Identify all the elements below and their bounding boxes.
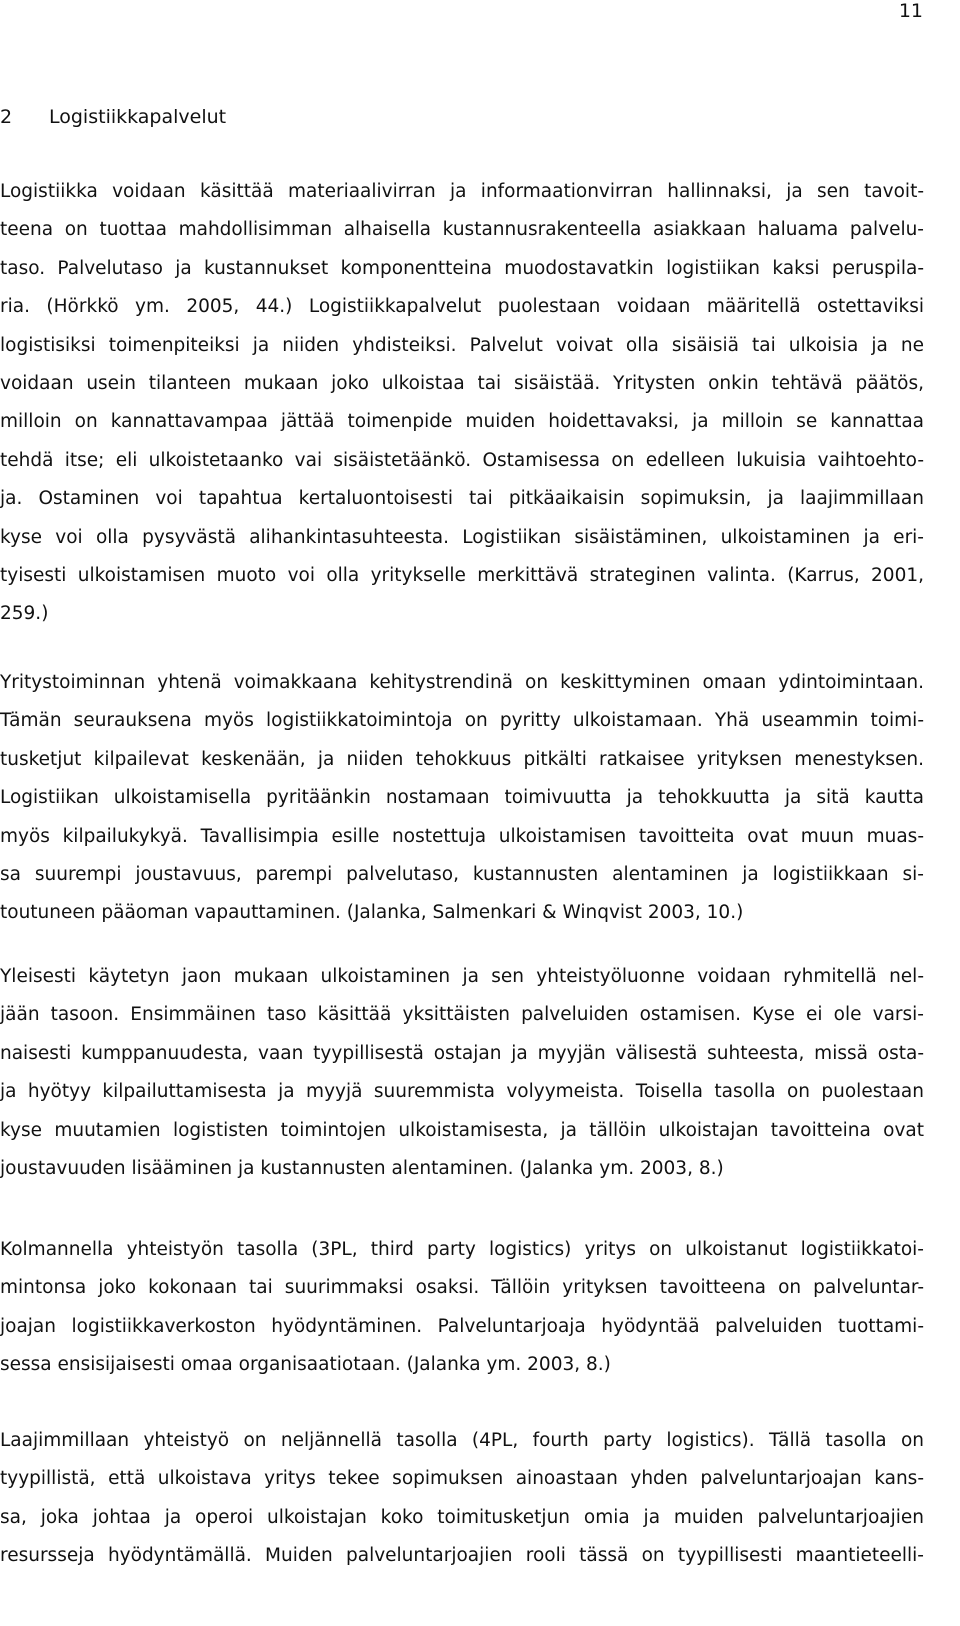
- text-line: sa suurempi joustavuus, parempi palvelutaso, kustannusten alentaminen ja logistiikkaan si-: [0, 864, 924, 885]
- text-line: myös kilpailukykyä. Tavallisimpia esille nostettuja ulkoistamisen tavoitteita ovat muun muas-: [0, 826, 924, 847]
- text-line: logistisiksi toimenpiteiksi ja niiden yhdisteiksi. Palvelut voivat olla sisäisiä tai ulkoisia ja ne: [0, 335, 924, 356]
- page-number: 11: [898, 0, 923, 22]
- text-line: Tämän seurauksena myös logistiikkatoimintoja on pyritty ulkoistamaan. Yhä useammin toimi-: [0, 710, 924, 731]
- text-line: sessa ensisijaisesti omaa organisaatiotaan. (Jalanka ym. 2003, 8.): [0, 1354, 611, 1375]
- text-line: ja. Ostaminen voi tapahtua kertaluontoisesti tai pitkäaikaisin sopimuksin, ja laajimmillaan: [0, 488, 924, 509]
- text-line: ria. (Hörkkö ym. 2005, 44.) Logistiikkapalvelut puolestaan voidaan määritellä ostettaviksi: [0, 296, 924, 317]
- text-line: taso. Palvelutaso ja kustannukset komponentteina muodostavatkin logistiikan kaksi peruspila-: [0, 258, 924, 279]
- text-line: tehdä itse; eli ulkoistetaanko vai sisäistetäänkö. Ostamisessa on edelleen lukuisia vaihtoehto-: [0, 450, 924, 471]
- text-line: milloin on kannattavampaa jättää toimenpide muiden hoidettavaksi, ja milloin se kannattaa: [0, 411, 924, 432]
- text-line: sa, joka johtaa ja operoi ulkoistajan koko toimitusketjun omia ja muiden palveluntarjoajien: [0, 1507, 924, 1528]
- text-line: mintonsa joko kokonaan tai suurimmaksi osaksi. Tällöin yrityksen tavoitteena on palveluntar-: [0, 1277, 924, 1298]
- text-line: 259.): [0, 603, 49, 624]
- text-line: teena on tuottaa mahdollisimman alhaisella kustannusrakenteella asiakkaan haluama palvelu-: [0, 219, 924, 240]
- text-line: joustavuuden lisääminen ja kustannusten alentaminen. (Jalanka ym. 2003, 8.): [0, 1158, 724, 1179]
- section-heading: [0, 104, 226, 130]
- text-line: kyse muutamien logististen toimintojen ulkoistamisesta, ja tällöin ulkoistajan tavoitteina ovat: [0, 1120, 924, 1141]
- text-line: jään tasoon. Ensimmäinen taso käsittää yksittäisten palveluiden ostamisen. Kyse ei ole varsi-: [0, 1004, 924, 1025]
- text-line: tyisesti ulkoistamisen muoto voi olla yritykselle merkittävä strateginen valinta. (Karrus, 2001,: [0, 565, 924, 586]
- section-number: 2: [0, 106, 13, 128]
- text-line: Logistiikka voidaan käsittää materiaalivirran ja informaationvirran hallinnaksi, ja sen tavoit-: [0, 181, 924, 202]
- text-line: voidaan usein tilanteen mukaan joko ulkoistaa tai sisäistää. Yritysten onkin tehtävä päätös,: [0, 373, 924, 394]
- text-line: kyse voi olla pysyvästä alihankintasuhteesta. Logistiikan sisäistäminen, ulkoistaminen ja eri-: [0, 527, 924, 548]
- text-line: Yritystoiminnan yhtenä voimakkaana kehitystrendinä on keskittyminen omaan ydintoimintaan.: [0, 672, 924, 693]
- text-line: resursseja hyödyntämällä. Muiden palveluntarjoajien rooli tässä on tyypillisesti maantieteelli-: [0, 1545, 924, 1566]
- text-line: naisesti kumppanuudesta, vaan tyypillisestä ostajan ja myyjän välisestä suhteesta, missä osta-: [0, 1043, 924, 1064]
- text-line: ja hyötyy kilpailuttamisesta ja myyjä suuremmista volyymeista. Toisella tasolla on puolestaan: [0, 1081, 924, 1102]
- text-line: tyypillistä, että ulkoistava yritys tekee sopimuksen ainoastaan yhden palveluntarjoajan kans-: [0, 1468, 924, 1489]
- text-line: Kolmannella yhteistyön tasolla (3PL, third party logistics) yritys on ulkoistanut logistiikkatoi-: [0, 1239, 924, 1260]
- text-line: tusketjut kilpailevat keskenään, ja niiden tehokkuus pitkälti ratkaisee yrityksen menestyksen.: [0, 749, 924, 770]
- text-line: Laajimmillaan yhteistyö on neljännellä tasolla (4PL, fourth party logistics). Tällä tasolla on: [0, 1430, 924, 1451]
- text-line: Yleisesti käytetyn jaon mukaan ulkoistaminen ja sen yhteistyöluonne voidaan ryhmitellä nel-: [0, 966, 924, 987]
- text-line: toutuneen pääoman vapauttaminen. (Jalanka, Salmenkari & Winqvist 2003, 10.): [0, 902, 744, 923]
- section-title: Logistiikkapalvelut: [49, 106, 227, 128]
- text-line: joajan logistiikkaverkoston hyödyntäminen. Palveluntarjoaja hyödyntää palveluiden tuottami-: [0, 1316, 924, 1337]
- text-line: Logistiikan ulkoistamisella pyritäänkin nostamaan toimivuutta ja tehokkuutta ja sitä kautta: [0, 787, 924, 808]
